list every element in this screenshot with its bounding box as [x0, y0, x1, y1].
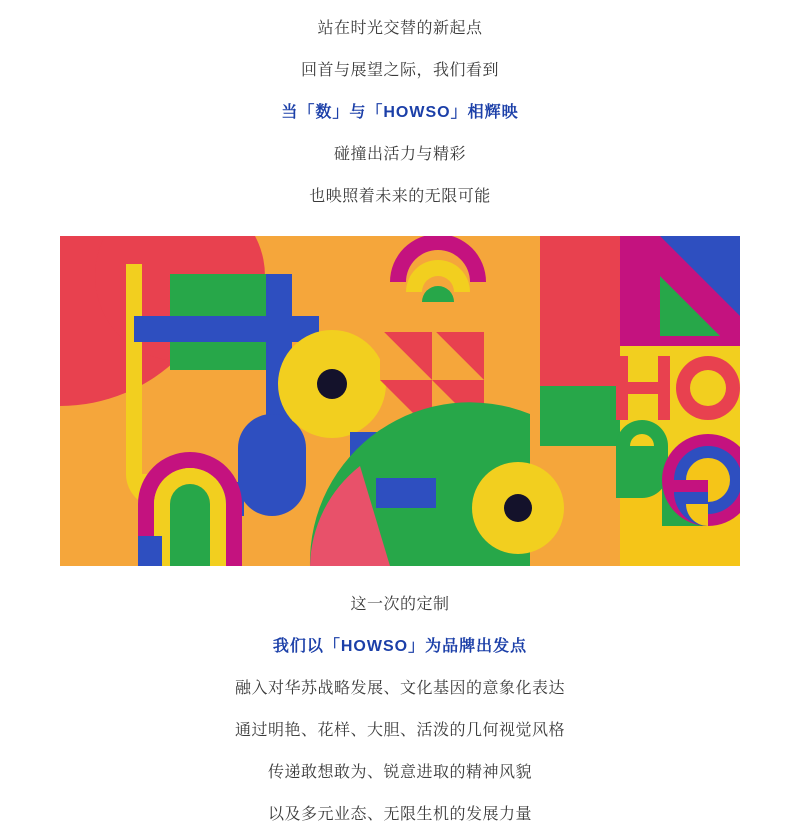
- intro-text-block: [0, 0, 800, 218]
- outro-line-4: 通过明艳、花样、大胆、活泼的几何视觉风格: [234, 722, 565, 739]
- outro-line-6: 以及多元业态、无限生机的发展力量: [267, 806, 532, 823]
- outro-line-3: 融入对华苏战略发展、文化基因的意象化表达: [234, 680, 565, 697]
- intro-line-5: 也映照着未来的无限可能: [309, 188, 491, 205]
- intro-line-2: 回首与展望之际，我们看到: [300, 62, 499, 79]
- outro-line-1: 这一次的定制: [350, 596, 450, 613]
- intro-line-3-highlight: 当「数」与「HOWSO」相辉映: [281, 104, 519, 121]
- artwork-container: [0, 236, 800, 566]
- intro-line-1: 站在时光交替的新起点: [317, 20, 483, 37]
- outro-text-block: [0, 566, 800, 836]
- intro-line-4: 碰撞出活力与精彩: [333, 146, 466, 163]
- outro-line-5: 传递敢想敢为、锐意进取的精神风貌: [267, 764, 532, 781]
- howso-geometric-artwork: [60, 236, 740, 566]
- outro-line-2-highlight: 我们以「HOWSO」为品牌出发点: [272, 638, 528, 655]
